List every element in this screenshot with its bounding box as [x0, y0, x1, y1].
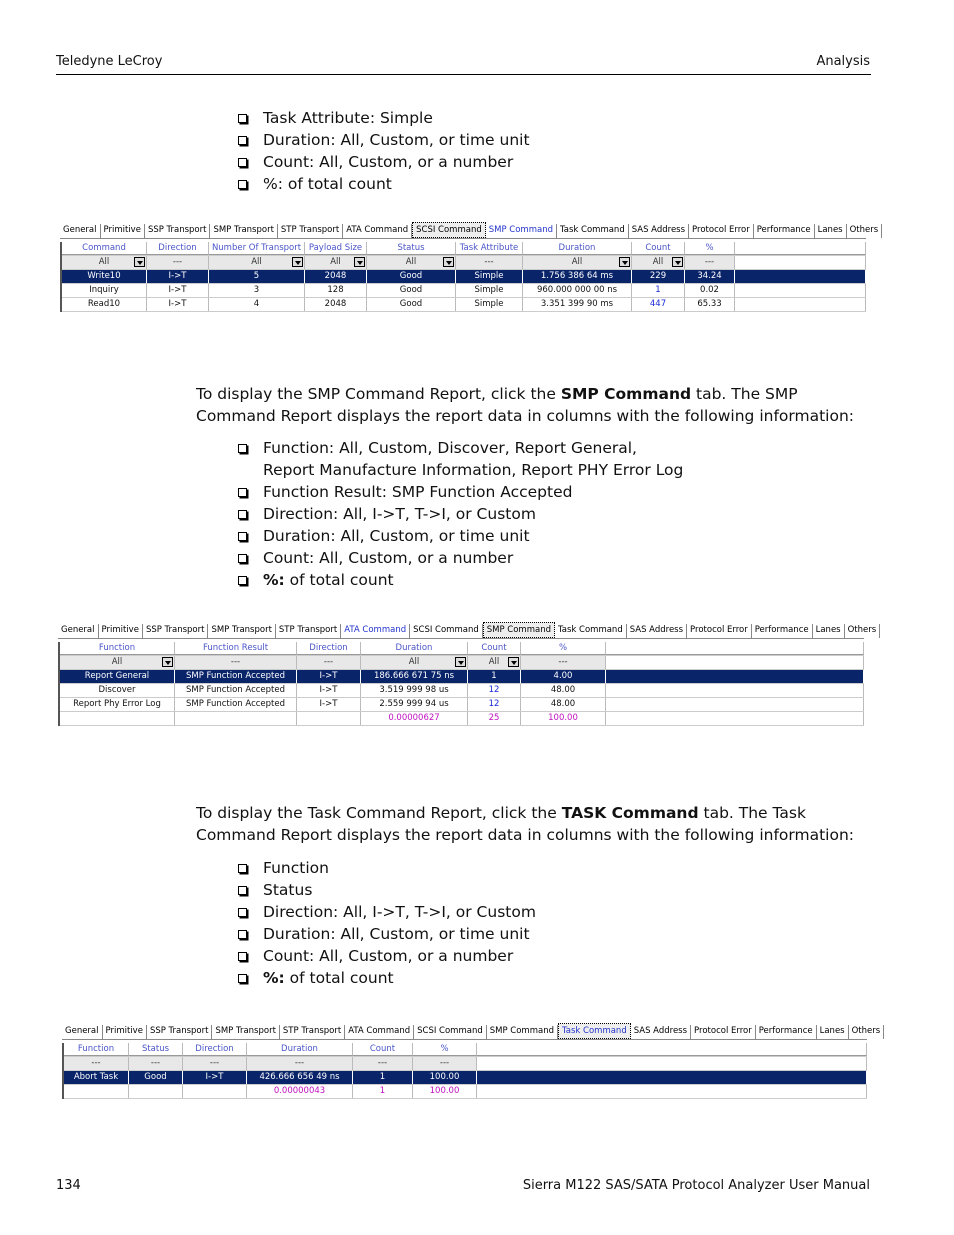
- report-grid: [62, 1043, 867, 1099]
- filter-cell[interactable]: [367, 256, 456, 269]
- cell: 1.756 386 64 ms: [523, 270, 632, 283]
- tab-others[interactable]: Others: [847, 224, 883, 238]
- cell-link[interactable]: 12: [468, 684, 521, 697]
- cell: Abort Task: [64, 1071, 129, 1084]
- cell: 5: [209, 270, 305, 283]
- bullet-list-scsi: [236, 107, 530, 195]
- cell: 65.33: [685, 298, 735, 311]
- cell: Good: [367, 284, 456, 297]
- cell: 3.351 399 90 ms: [523, 298, 632, 311]
- cell: I->T: [297, 684, 361, 697]
- cell: I->T: [183, 1071, 247, 1084]
- filter-cell: ---: [297, 656, 361, 669]
- col-header[interactable]: Function Result: [175, 642, 297, 655]
- list-text: of total count: [284, 969, 394, 987]
- col-header[interactable]: Count: [468, 642, 521, 655]
- tab-general[interactable]: General: [60, 224, 101, 238]
- tab-task-command[interactable]: Task Command: [555, 624, 627, 638]
- list-item: Duration: All, Custom, or time unit: [236, 923, 536, 945]
- tab-sas-address[interactable]: SAS Address: [631, 1025, 691, 1039]
- tab-smp-transport[interactable]: SMP Transport: [208, 624, 275, 638]
- para-bold: TASK Command: [561, 804, 699, 822]
- col-filler: [735, 298, 866, 311]
- cell: Write10: [62, 270, 147, 283]
- bullet-list-smp: [236, 437, 683, 591]
- col-filler: [735, 270, 866, 283]
- grid-header-row: [64, 1043, 867, 1057]
- tab-smp-command[interactable]: SMP Command: [487, 1025, 558, 1039]
- cell-link[interactable]: 1: [468, 670, 521, 683]
- filter-cell: ---: [147, 256, 209, 269]
- tab-stp-transport[interactable]: STP Transport: [280, 1025, 345, 1039]
- filter-cell: ---: [247, 1057, 353, 1070]
- col-header[interactable]: Duration: [523, 242, 632, 255]
- chevron-down-icon[interactable]: [162, 657, 173, 667]
- total-count: 1: [353, 1085, 413, 1098]
- cell-link[interactable]: 12: [468, 698, 521, 711]
- tab-smp-command[interactable]: SMP Command: [483, 622, 555, 638]
- cell: I->T: [147, 284, 209, 297]
- table-row[interactable]: [60, 684, 864, 698]
- cell: [64, 1085, 129, 1098]
- report-grid: [60, 242, 866, 312]
- grid-header-row: [62, 242, 866, 256]
- filter-cell: ---: [521, 656, 606, 669]
- tab-general[interactable]: General: [62, 1025, 103, 1039]
- tab-protocol-error[interactable]: Protocol Error: [687, 624, 752, 638]
- col-header[interactable]: Direction: [183, 1043, 247, 1056]
- cell: 2048: [305, 270, 367, 283]
- cell: Good: [367, 270, 456, 283]
- footer-title: Sierra M122 SAS/SATA Protocol Analyzer User Manual: [522, 1178, 870, 1193]
- report-tabs: [62, 1025, 881, 1040]
- col-header[interactable]: Direction: [297, 642, 361, 655]
- cell: [175, 712, 297, 725]
- filter-value: All: [330, 257, 341, 267]
- col-filler: [606, 712, 864, 725]
- tab-performance[interactable]: Performance: [752, 624, 813, 638]
- cell: I->T: [147, 270, 209, 283]
- chevron-down-icon[interactable]: [292, 257, 303, 267]
- tab-ssp-transport[interactable]: SSP Transport: [143, 624, 209, 638]
- list-item: %: of total count: [236, 173, 530, 195]
- list-text: Function: All, Custom, Discover, Report General,: [263, 439, 637, 457]
- tab-lanes[interactable]: Lanes: [815, 224, 847, 238]
- cell: I->T: [147, 298, 209, 311]
- tab-performance[interactable]: Performance: [756, 1025, 817, 1039]
- tab-sas-address[interactable]: SAS Address: [629, 224, 689, 238]
- filter-value: All: [111, 657, 123, 667]
- filter-value: All: [405, 257, 417, 267]
- col-header[interactable]: Direction: [147, 242, 209, 255]
- cell: Good: [129, 1071, 183, 1084]
- cell: 34.24: [685, 270, 735, 283]
- tab-smp-transport[interactable]: SMP Transport: [210, 224, 277, 238]
- tab-protocol-error[interactable]: Protocol Error: [689, 224, 754, 238]
- col-header[interactable]: Payload Size: [305, 242, 367, 255]
- filter-cell: ---: [685, 256, 735, 269]
- tab-performance[interactable]: Performance: [754, 224, 815, 238]
- col-filler: [606, 642, 864, 655]
- list-item: Task Attribute: Simple: [236, 107, 530, 129]
- grid-filter-row: [60, 656, 864, 670]
- list-text: Report Manufacture Information, Report PHY Error Log: [263, 461, 684, 479]
- cell: [183, 1085, 247, 1098]
- total-percent: 100.00: [413, 1085, 477, 1098]
- cell: 3: [209, 284, 305, 297]
- col-header[interactable]: Duration: [247, 1043, 353, 1056]
- filter-cell[interactable]: [468, 656, 521, 669]
- col-header[interactable]: Count: [632, 242, 685, 255]
- cell: Simple: [456, 298, 523, 311]
- tab-scsi-command[interactable]: SCSI Command: [410, 624, 483, 638]
- table-total-row: [64, 1085, 867, 1099]
- table-total-row: [60, 712, 864, 726]
- tab-ata-command[interactable]: ATA Command: [343, 224, 412, 238]
- list-item: Function: [236, 857, 536, 879]
- cell: SMP Function Accepted: [175, 684, 297, 697]
- filter-cell: ---: [175, 656, 297, 669]
- tab-protocol-error[interactable]: Protocol Error: [691, 1025, 756, 1039]
- tab-stp-transport[interactable]: STP Transport: [276, 624, 341, 638]
- tab-lanes[interactable]: Lanes: [813, 624, 845, 638]
- list-item: Count: All, Custom, or a number: [236, 945, 536, 967]
- report-grid: [58, 642, 864, 726]
- col-header[interactable]: Function: [64, 1043, 129, 1056]
- filter-value: All: [408, 657, 420, 667]
- col-filler: [477, 1057, 867, 1070]
- tab-others[interactable]: Others: [845, 624, 881, 638]
- chevron-down-icon[interactable]: [443, 257, 454, 267]
- col-header[interactable]: Status: [367, 242, 456, 255]
- list-text: of total count: [284, 571, 394, 589]
- col-filler: [477, 1071, 867, 1084]
- tab-primitive[interactable]: Primitive: [101, 224, 145, 238]
- cell: I->T: [297, 698, 361, 711]
- table-row[interactable]: [60, 670, 864, 684]
- filter-cell[interactable]: [62, 256, 147, 269]
- tab-primitive[interactable]: Primitive: [99, 624, 143, 638]
- list-item: [236, 569, 683, 591]
- para-text: tab. The SMP Command Report displays the report data in columns with the following information:: [196, 385, 854, 425]
- tab-sas-address[interactable]: SAS Address: [627, 624, 687, 638]
- cell: Read10: [62, 298, 147, 311]
- tab-smp-command[interactable]: SMP Command: [486, 224, 557, 238]
- cell: I->T: [297, 670, 361, 683]
- total-duration: 0.00000627: [361, 712, 468, 725]
- col-filler: [735, 242, 866, 255]
- task-intro-paragraph: [196, 802, 876, 846]
- col-filler: [477, 1085, 867, 1098]
- cell: Discover: [60, 684, 175, 697]
- filter-cell: ---: [129, 1057, 183, 1070]
- col-header[interactable]: %: [413, 1043, 477, 1056]
- filter-cell[interactable]: [523, 256, 632, 269]
- cell: Good: [367, 298, 456, 311]
- list-item: Duration: All, Custom, or time unit: [236, 129, 530, 151]
- smp-command-report: [58, 624, 877, 726]
- cell: [129, 1085, 183, 1098]
- filter-cell[interactable]: [209, 256, 305, 269]
- grid-filter-row: [62, 256, 866, 270]
- tab-others[interactable]: Others: [849, 1025, 885, 1039]
- task-command-report: [62, 1025, 881, 1099]
- col-filler: [606, 670, 864, 683]
- col-header[interactable]: Status: [129, 1043, 183, 1056]
- filter-cell: ---: [353, 1057, 413, 1070]
- tab-task-command[interactable]: Task Command: [558, 1023, 631, 1039]
- col-filler: [606, 698, 864, 711]
- col-filler: [606, 656, 864, 669]
- cell: 426.666 656 49 ns: [247, 1071, 353, 1084]
- filter-value: All: [571, 257, 583, 267]
- cell: 4.00: [521, 670, 606, 683]
- list-item: Count: All, Custom, or a number: [236, 547, 683, 569]
- col-filler: [477, 1043, 867, 1056]
- total-percent: 100.00: [521, 712, 606, 725]
- para-bold: SMP Command: [560, 385, 692, 403]
- list-item: Duration: All, Custom, or time unit: [236, 525, 683, 547]
- col-header[interactable]: Task Attribute: [456, 242, 523, 255]
- col-header[interactable]: Function: [60, 642, 175, 655]
- tab-lanes[interactable]: Lanes: [817, 1025, 849, 1039]
- total-count: 25: [468, 712, 521, 725]
- para-text: To display the SMP Command Report, click the: [196, 385, 561, 403]
- table-row[interactable]: [62, 298, 866, 312]
- filter-cell: ---: [456, 256, 523, 269]
- tab-ata-command[interactable]: ATA Command: [341, 624, 410, 638]
- cell: Inquiry: [62, 284, 147, 297]
- cell: Simple: [456, 284, 523, 297]
- cell: [297, 712, 361, 725]
- smp-intro-paragraph: [196, 383, 876, 427]
- col-filler: [735, 256, 866, 269]
- filter-value: All: [488, 657, 500, 667]
- chevron-down-icon[interactable]: [134, 257, 145, 267]
- cell-link[interactable]: 1: [632, 284, 685, 297]
- chevron-down-icon[interactable]: [455, 657, 466, 667]
- table-row[interactable]: [62, 284, 866, 298]
- tab-smp-transport[interactable]: SMP Transport: [212, 1025, 279, 1039]
- filter-cell[interactable]: [60, 656, 175, 669]
- tab-scsi-command[interactable]: SCSI Command: [412, 222, 486, 238]
- cell: 4: [209, 298, 305, 311]
- cell: 48.00: [521, 698, 606, 711]
- cell-link[interactable]: 229: [632, 270, 685, 283]
- chevron-down-icon[interactable]: [619, 257, 630, 267]
- tab-general[interactable]: General: [58, 624, 99, 638]
- col-header[interactable]: %: [521, 642, 606, 655]
- bullet-list-task: [236, 857, 536, 989]
- grid-filter-row: [64, 1057, 867, 1071]
- cell: 960.000 000 00 ns: [523, 284, 632, 297]
- col-header[interactable]: Duration: [361, 642, 468, 655]
- list-item: Count: All, Custom, or a number: [236, 151, 530, 173]
- table-row[interactable]: [62, 270, 866, 284]
- scsi-command-report: [60, 224, 879, 312]
- cell: SMP Function Accepted: [175, 698, 297, 711]
- cell: 48.00: [521, 684, 606, 697]
- list-item: Direction: All, I->T, T->I, or Custom: [236, 901, 536, 923]
- cell: Report General: [60, 670, 175, 683]
- tab-primitive[interactable]: Primitive: [103, 1025, 147, 1039]
- col-header[interactable]: Command: [62, 242, 147, 255]
- tab-scsi-command[interactable]: SCSI Command: [414, 1025, 487, 1039]
- header-company: Teledyne LeCroy: [56, 54, 163, 69]
- list-item: [236, 437, 683, 481]
- report-tabs: [60, 224, 879, 239]
- list-item: [236, 967, 536, 989]
- cell: 2048: [305, 298, 367, 311]
- col-header[interactable]: Count: [353, 1043, 413, 1056]
- cell: 3.519 999 98 us: [361, 684, 468, 697]
- col-filler: [606, 684, 864, 697]
- filter-value: All: [251, 257, 262, 267]
- cell: Simple: [456, 270, 523, 283]
- report-tabs: [58, 624, 877, 639]
- col-header[interactable]: Number Of Transport: [209, 242, 305, 255]
- filter-value: All: [98, 257, 110, 267]
- list-item: Direction: All, I->T, T->I, or Custom: [236, 503, 683, 525]
- list-item: Function Result: SMP Function Accepted: [236, 481, 683, 503]
- page-number: 134: [56, 1178, 81, 1193]
- col-header[interactable]: %: [685, 242, 735, 255]
- para-text: tab. The Task Command Report displays the report data in columns with the following information:: [196, 804, 854, 844]
- chevron-down-icon[interactable]: [354, 257, 365, 267]
- cell: 128: [305, 284, 367, 297]
- list-bold: %:: [263, 969, 285, 987]
- tab-task-command[interactable]: Task Command: [557, 224, 629, 238]
- cell: 1: [353, 1071, 413, 1084]
- cell: SMP Function Accepted: [175, 670, 297, 683]
- grid-header-row: [60, 642, 864, 656]
- header-section: Analysis: [816, 54, 870, 69]
- total-duration: 0.00000043: [247, 1085, 353, 1098]
- cell-link[interactable]: 447: [632, 298, 685, 311]
- cell: 2.559 999 94 us: [361, 698, 468, 711]
- cell: Report Phy Error Log: [60, 698, 175, 711]
- filter-cell: ---: [413, 1057, 477, 1070]
- tab-ssp-transport[interactable]: SSP Transport: [147, 1025, 213, 1039]
- chevron-down-icon[interactable]: [672, 257, 683, 267]
- filter-cell: ---: [64, 1057, 129, 1070]
- tab-ssp-transport[interactable]: SSP Transport: [145, 224, 211, 238]
- filter-cell[interactable]: [361, 656, 468, 669]
- para-text: To display the Task Command Report, click the: [196, 804, 562, 822]
- tab-ata-command[interactable]: ATA Command: [345, 1025, 414, 1039]
- filter-value: All: [652, 257, 664, 267]
- col-filler: [735, 284, 866, 297]
- filter-cell: ---: [183, 1057, 247, 1070]
- table-row[interactable]: [60, 698, 864, 712]
- table-row[interactable]: [64, 1071, 867, 1085]
- list-bold: %:: [263, 571, 285, 589]
- tab-stp-transport[interactable]: STP Transport: [278, 224, 343, 238]
- filter-cell[interactable]: [305, 256, 367, 269]
- cell: [60, 712, 175, 725]
- cell: 186.666 671 75 ns: [361, 670, 468, 683]
- list-item: Status: [236, 879, 536, 901]
- cell: 0.02: [685, 284, 735, 297]
- cell: 100.00: [413, 1071, 477, 1084]
- filter-cell[interactable]: [632, 256, 685, 269]
- chevron-down-icon[interactable]: [508, 657, 519, 667]
- header-rule: [56, 74, 871, 75]
